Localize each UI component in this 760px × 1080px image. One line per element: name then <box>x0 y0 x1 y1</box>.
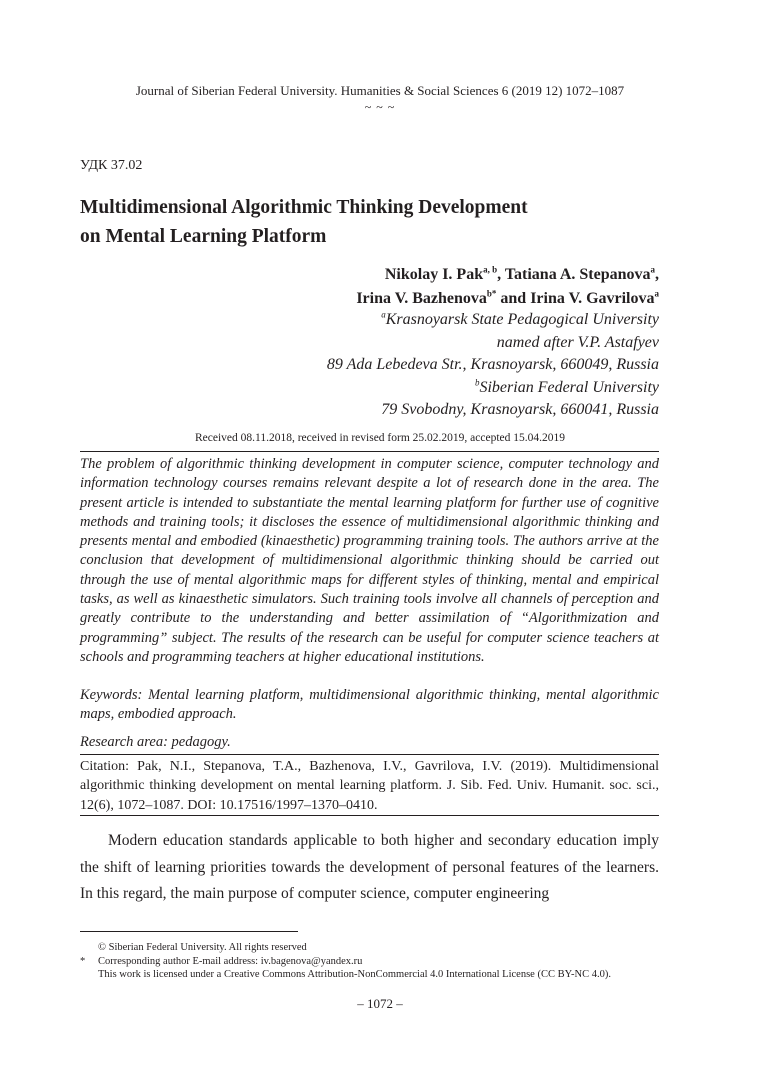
author-affil-mark: a <box>650 264 655 275</box>
author-list <box>139 263 659 311</box>
footnote-divider <box>80 931 298 932</box>
author-affil-mark: a <box>654 288 659 299</box>
affiliations <box>139 309 659 422</box>
affiliation-line: 79 Svobodny, Krasnoyarsk, 660041, Russia <box>381 401 659 418</box>
author-affil-mark: a, b <box>483 264 498 275</box>
page-number: – 1072 – <box>357 996 403 1011</box>
title-line-2: on Mental Learning Platform <box>80 226 327 247</box>
title-line-1: Multidimensional Algorithmic Thinking Development <box>80 197 528 218</box>
footnote-corresponding <box>80 955 680 969</box>
affiliation-text: Krasnoyarsk State Pedagogical University <box>385 311 659 328</box>
author-name: and Irina V. Gavrilova <box>496 290 655 307</box>
affil-mark: b <box>474 377 480 388</box>
affiliation-text: Siberian Federal University <box>479 378 659 396</box>
author-separator: , <box>655 266 659 283</box>
footnote-copyright: © Siberian Federal University. All rights reserved <box>98 942 307 953</box>
abstract: The problem of algorithmic thinking development in computer science, computer technology and information technology courses remains relevant despite a lot of research done in the area. The present article is intended to substantiate the mental learning platform for further use of cognitive methods and training tools; it discloses the essence of multidimensional algorithmic thinking and presents mental and embodied (kinaesthetic) programming training tools. The authors arrive at the conclusion that development of multidimensional algorithmic thinking should be carried out through the use of mental algorithmic maps for different styles of thinking, mental and empirical tasks, as well as kinaesthetic simulators. Such training tools involve all channels of perception and greatly contribute to the understanding and better assimilation of “Algorithmization and programming” subject. The results of the research can be useful for computer science teachers at schools and programming teachers at higher educational institutions. <box>80 456 659 665</box>
author-affil-mark: b* <box>486 288 497 299</box>
divider <box>80 754 659 755</box>
udc-code: УДК 37.02 <box>80 158 143 173</box>
affiliation-line <box>139 309 659 332</box>
author-line-1 <box>139 263 659 287</box>
author-line-2 <box>139 287 659 311</box>
affil-mark: a <box>381 309 386 320</box>
body-paragraph: Modern education standards applicable to both higher and secondary education imply the shift of learning priorities towards the development of personal features of the learners. In this regard, the main purpose of computer science, computer engineering <box>80 832 659 903</box>
keywords: Keywords: Mental learning platform, multidimensional algorithmic thinking, mental algorithmic maps, embodied approach. <box>80 687 659 722</box>
footnote-license: This work is licensed under a Creative Commons Attribution-NonCommercial 4.0 International License (CC BY-NC 4.0). <box>98 969 611 980</box>
affiliation-line: 89 Ada Lebedeva Str., Krasnoyarsk, 660049, Russia <box>326 356 659 373</box>
research-area: Research area: pedagogy. <box>80 734 231 750</box>
citation: Citation: Pak, N.I., Stepanova, T.A., Bazhenova, I.V., Gavrilova, I.V. (2019). Multidimensional algorithmic thinking development on mental learning platform. J. Sib. Fed. Univ. Humanit. soc. sci., 12(6), 1072–1087. DOI: 10.17516/1997–1370–0410. <box>80 759 659 813</box>
footnote-text: Corresponding author E-mail address: iv.bagenova@yandex.ru <box>98 955 363 967</box>
divider <box>80 815 659 816</box>
author-name: , Tatiana A. Stepanova <box>497 266 651 283</box>
author-name: Nikolay I. Pak <box>384 266 484 283</box>
affiliation-line <box>139 377 659 400</box>
journal-header: Journal of Siberian Federal University. Humanities & Social Sciences 6 (2019 12) 1072–1087 <box>135 83 625 98</box>
article-title <box>80 193 640 251</box>
header-separator: ~ ~ ~ <box>364 100 396 114</box>
received-dates: Received 08.11.2018, received in revised form 25.02.2019, accepted 15.04.2019 <box>194 432 566 444</box>
author-name: Irina V. Bazhenova <box>356 290 487 307</box>
footnote-mark: * <box>80 955 86 967</box>
affiliation-line: named after V.P. Astafyev <box>496 333 659 351</box>
footnotes <box>80 941 680 982</box>
divider <box>80 451 659 452</box>
